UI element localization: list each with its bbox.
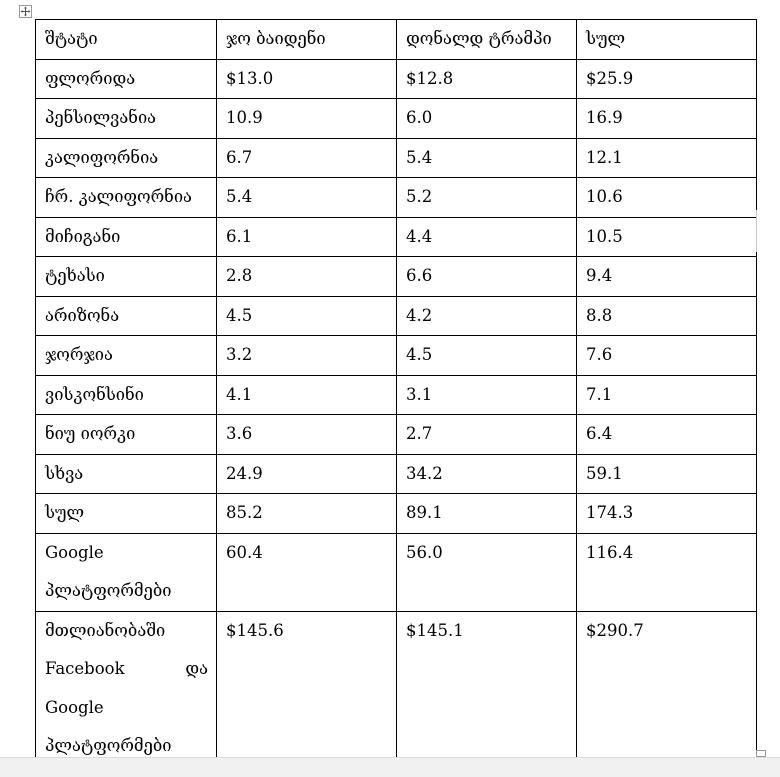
table-cell[interactable]: 60.4 [217, 533, 397, 611]
table-cell[interactable]: ნიუ იორკი [36, 415, 217, 455]
table-cell[interactable]: $12.8 [397, 59, 577, 99]
cell-line: პლატფორმები [45, 736, 172, 755]
table-cell[interactable]: პენსილვანია [36, 99, 217, 139]
table-header-row [36, 20, 757, 60]
cell-word: Facebook [45, 659, 125, 678]
table-row-google [36, 533, 757, 611]
election-spending-table [35, 19, 757, 767]
table-cell[interactable]: 34.2 [397, 454, 577, 494]
table-cell[interactable]: 5.4 [217, 178, 397, 218]
table-cell[interactable]: ფლორიდა [36, 59, 217, 99]
table-cell[interactable]: სულ [36, 494, 217, 534]
table-cell[interactable]: 7.6 [577, 336, 757, 376]
table-cell[interactable]: $25.9 [577, 59, 757, 99]
table-cell[interactable]: 4.1 [217, 375, 397, 415]
table-cell-grand-label[interactable] [36, 611, 217, 766]
header-cell-biden[interactable]: ჯო ბაიდენი [217, 20, 397, 60]
cell-line: Google [45, 542, 104, 562]
table-cell[interactable]: 10.9 [217, 99, 397, 139]
table-resize-handle[interactable] [756, 750, 766, 757]
table-cell[interactable]: სხვა [36, 454, 217, 494]
table-cell[interactable]: $13.0 [217, 59, 397, 99]
table-cell[interactable]: 3.2 [217, 336, 397, 376]
table-cell[interactable]: $145.6 [217, 611, 397, 766]
table-cell[interactable]: მიჩიგანი [36, 217, 217, 257]
table-row [36, 138, 757, 178]
window-bottom-strip [0, 757, 780, 777]
table-cell[interactable]: 6.1 [217, 217, 397, 257]
table-cell[interactable]: ვისკონსინი [36, 375, 217, 415]
table-cell[interactable]: 6.0 [397, 99, 577, 139]
table-row [36, 375, 757, 415]
table-cell[interactable]: არიზონა [36, 296, 217, 336]
table-row [36, 257, 757, 297]
table-cell[interactable]: 6.4 [577, 415, 757, 455]
cell-line: პლატფორმები [45, 581, 172, 600]
table-cell[interactable]: 4.5 [397, 336, 577, 376]
table-cell[interactable]: ჩრ. კალიფორნია [36, 178, 217, 218]
table-row [36, 99, 757, 139]
table-cell[interactable]: 3.6 [217, 415, 397, 455]
header-cell-trump[interactable]: დონალდ ტრამპი [397, 20, 577, 60]
cell-line: Google [45, 697, 104, 717]
table-cell[interactable]: 16.9 [577, 99, 757, 139]
table-move-icon[interactable] [19, 5, 32, 18]
cell-word: და [185, 659, 208, 678]
table-cell[interactable]: 12.1 [577, 138, 757, 178]
header-cell-total[interactable]: სულ [577, 20, 757, 60]
table-row [36, 454, 757, 494]
table-cell[interactable]: 174.3 [577, 494, 757, 534]
table-cell[interactable]: 8.8 [577, 296, 757, 336]
table-cell[interactable]: $145.1 [397, 611, 577, 766]
table-cell[interactable]: 4.5 [217, 296, 397, 336]
table-cell[interactable]: 2.8 [217, 257, 397, 297]
table-cell[interactable]: 7.1 [577, 375, 757, 415]
table-cell[interactable]: 9.4 [577, 257, 757, 297]
table-cell[interactable]: 89.1 [397, 494, 577, 534]
table-cell[interactable]: 10.6 [577, 178, 757, 218]
table-cell[interactable]: 5.4 [397, 138, 577, 178]
table-cell[interactable]: 4.4 [397, 217, 577, 257]
table-cell[interactable]: 85.2 [217, 494, 397, 534]
table-cell-google-label[interactable] [36, 533, 217, 611]
table-cell[interactable]: 59.1 [577, 454, 757, 494]
table-row [36, 296, 757, 336]
header-cell-state[interactable]: შტატი [36, 20, 217, 60]
table-cell[interactable]: ჯორჯია [36, 336, 217, 376]
table-cell[interactable]: $290.7 [577, 611, 757, 766]
table-row [36, 217, 757, 257]
page-margin-line [756, 210, 757, 252]
table-cell[interactable]: 24.9 [217, 454, 397, 494]
table-row [36, 178, 757, 218]
table-row [36, 59, 757, 99]
table-cell[interactable]: 4.2 [397, 296, 577, 336]
table-row [36, 336, 757, 376]
table-cell[interactable]: 56.0 [397, 533, 577, 611]
table-row [36, 415, 757, 455]
table-cell[interactable]: ტეხასი [36, 257, 217, 297]
cell-line-justified [45, 650, 208, 689]
table-cell[interactable]: 10.5 [577, 217, 757, 257]
table-cell[interactable]: 3.1 [397, 375, 577, 415]
table-cell[interactable]: 2.7 [397, 415, 577, 455]
table-cell[interactable]: 6.7 [217, 138, 397, 178]
table-row-grand-total [36, 611, 757, 766]
table-cell[interactable]: კალიფორნია [36, 138, 217, 178]
cell-line: მთლიანობაში [45, 620, 166, 640]
table-row [36, 494, 757, 534]
table-cell[interactable]: 116.4 [577, 533, 757, 611]
table-cell[interactable]: 5.2 [397, 178, 577, 218]
table-cell[interactable]: 6.6 [397, 257, 577, 297]
